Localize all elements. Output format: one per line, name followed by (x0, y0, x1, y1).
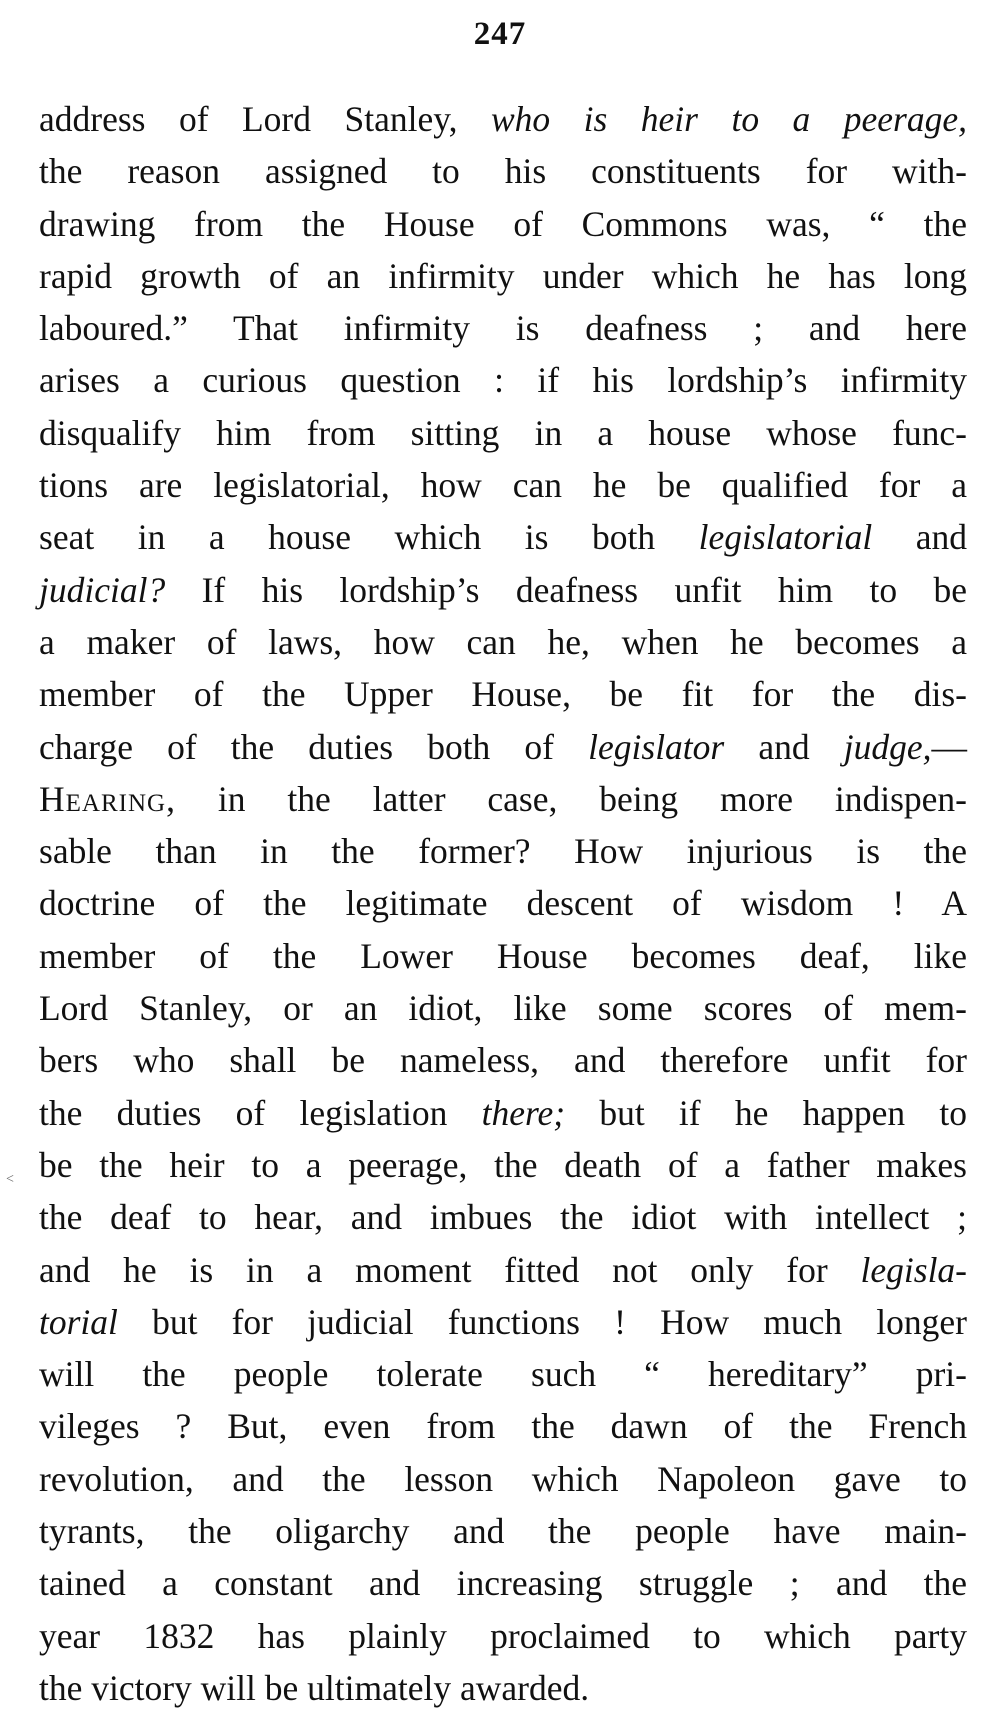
text-line (39, 982, 967, 1034)
text-segment: disqualify him from sitting in a house whose func- (39, 412, 967, 453)
text-segment: address of Lord Stanley, (39, 99, 491, 139)
italic-text: who is heir to a peerage, (491, 99, 967, 139)
text-line (39, 564, 967, 616)
text-segment: vileges ? But, even from the dawn of the French (39, 1406, 967, 1447)
italic-text: judicial? (39, 569, 166, 610)
text-line (39, 1034, 967, 1086)
text-line (39, 93, 967, 145)
page-number: 247 (473, 16, 527, 52)
text-line (39, 930, 967, 982)
text-segment: and (724, 726, 844, 767)
text-segment: Lord Stanley, or an idiot, like some scores of mem- (39, 988, 967, 1029)
stray-ink-mark: ˂ (6, 1172, 14, 1187)
text-segment: member of the Upper House, be fit for the dis- (39, 674, 967, 715)
text-line (39, 773, 967, 825)
text-segment: the victory will be ultimately awarded. (39, 1667, 590, 1708)
text-segment: revolution, and the lesson which Napoleon gave to (39, 1458, 967, 1499)
text-segment: seat in a house which is both (39, 517, 699, 558)
text-line (39, 354, 967, 406)
text-segment: charge of the duties both of (39, 726, 589, 767)
text-line (39, 721, 967, 773)
text-line (39, 1244, 967, 1296)
italic-text: judge, (843, 726, 932, 767)
text-segment: be the heir to a peerage, the death of a father makes (39, 1144, 967, 1185)
text-line (39, 825, 967, 877)
text-segment: doctrine of the legitimate descent of wisdom ! A (39, 883, 967, 924)
text-line (39, 459, 967, 511)
text-segment: the deaf to hear, and imbues the idiot with intellect ; (39, 1197, 967, 1238)
italic-text: legislatorial (698, 517, 873, 558)
text-segment: bers who shall be nameless, and therefore unfit for (39, 1040, 967, 1081)
text-segment: a maker of laws, how can he, when he becomes a (39, 621, 967, 662)
body-text (39, 93, 967, 1714)
text-line (39, 616, 967, 668)
text-line (39, 877, 967, 929)
text-segment: the reason assigned to his constituents for with- (39, 151, 967, 192)
italic-text: there; (481, 1092, 566, 1133)
text-line (39, 668, 967, 720)
text-line (39, 1296, 967, 1348)
text-line (39, 1505, 967, 1557)
text-segment: If his lordship’s deafness unfit him to be (165, 569, 967, 610)
text-segment: in the latter case, being more indispen- (175, 778, 967, 819)
text-line (39, 302, 967, 354)
text-segment: will the people tolerate such “ hereditary” pri- (39, 1354, 967, 1395)
text-segment: member of the Lower House becomes deaf, like (39, 935, 967, 976)
text-line (39, 1087, 967, 1139)
text-line (39, 1191, 967, 1243)
text-line (39, 1453, 967, 1505)
text-line (39, 198, 967, 250)
small-caps-text: Hearing, (39, 778, 176, 819)
text-segment: sable than in the former? How injurious is the (39, 831, 967, 872)
text-line (39, 1139, 967, 1191)
italic-text: legislator (588, 726, 725, 767)
text-segment: but for judicial functions ! How much longer (117, 1301, 967, 1342)
text-line (39, 1610, 967, 1662)
italic-text: torial (39, 1301, 118, 1342)
text-segment: tions are legislatorial, how can he be qualified for a (39, 465, 967, 506)
text-segment: drawing from the House of Commons was, “ the (39, 203, 967, 244)
text-line (39, 1662, 967, 1714)
text-line (39, 1557, 967, 1609)
text-segment: rapid growth of an infirmity under which he has long (39, 255, 967, 296)
text-line (39, 1348, 967, 1400)
text-line (39, 250, 967, 302)
text-line (39, 511, 967, 563)
text-segment: and (872, 517, 967, 558)
text-line (39, 145, 967, 197)
italic-text: legisla- (860, 1249, 967, 1290)
text-segment: tyrants, the oligarchy and the people have main- (39, 1511, 967, 1552)
text-segment: the duties of legislation (39, 1092, 482, 1133)
text-segment: arises a curious question : if his lordship’s infirmity (39, 360, 967, 401)
text-segment: tained a constant and increasing struggle ; and the (39, 1563, 967, 1604)
text-segment: — (931, 726, 967, 767)
text-segment: year 1832 has plainly proclaimed to which party (39, 1615, 967, 1656)
text-line (39, 407, 967, 459)
text-segment: but if he happen to (565, 1092, 967, 1133)
text-segment: laboured.” That infirmity is deafness ; and here (39, 308, 967, 349)
text-segment: and he is in a moment fitted not only for (39, 1249, 861, 1290)
text-line (39, 1400, 967, 1452)
